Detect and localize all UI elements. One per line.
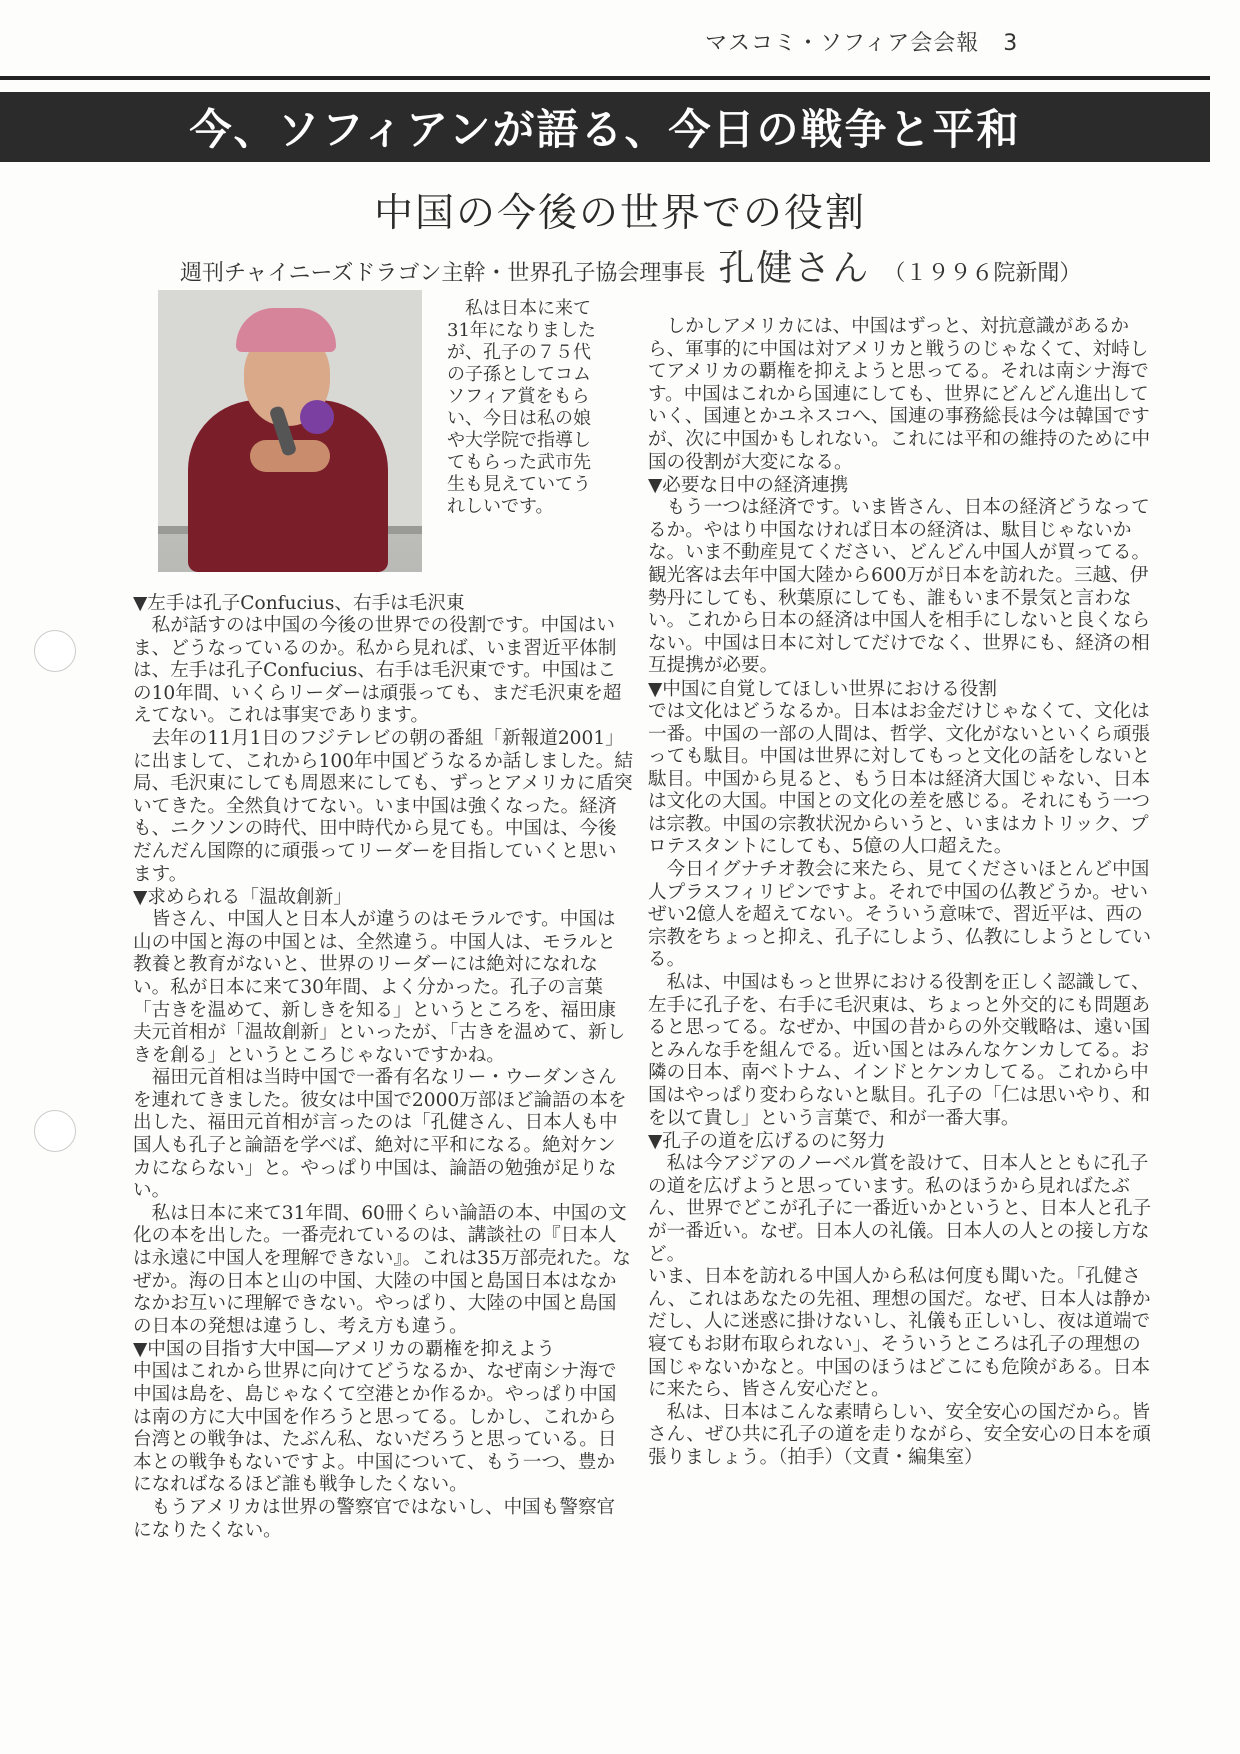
byline-role: 週刊チャイニーズドラゴン主幹・世界孔子協会理事長 bbox=[180, 261, 706, 286]
subheading: ▼孔子の道を広げるのに努力 bbox=[648, 1131, 886, 1153]
subheading: ▼中国の目指す大中国―アメリカの覇権を抑えよう bbox=[133, 1339, 556, 1361]
page-number: 3 bbox=[1003, 31, 1019, 56]
binder-hole bbox=[34, 1110, 76, 1152]
paragraph: 私は、中国はもっと世界における役割を正しく認識して、左手に孔子を、右手に毛沢東は、ちょっと外交的にも問題あると思ってる。なぜか、中国の昔からの外交戦略は、遠い国とみんな手を組んでる。近い国とはみんなケンカしてる。お隣の日本、南ベトナム、インドとケンカしてる。これから中国はやっぱり変わらないと駄目。孔子の「仁は思いやり、和を以て貴し」という言葉で、和が一番大事。 bbox=[648, 972, 1151, 1129]
paragraph: 私は日本に来て31年間、60冊くらい論語の本、中国の文化の本を出した。一番売れているのは、講談社の『日本人は永遠に中国人を理解できない』。これは35万部売れた。なぜか。海の日本と山の中国、大陸の中国と島国日本はなかなかお互いに理解できない。やっぱり、大陸の中国と島国の日本の発想は違うし、考え方も違う。 bbox=[133, 1202, 631, 1337]
speaker-photo bbox=[158, 290, 422, 572]
paragraph: では文化はどうなるか。日本はお金だけじゃなくて、文化は一番。中国の一部の人間は、哲学、文化がないといくら頑張っても駄目。中国は世界に対してもっと文化の話をしないと駄目。中国から見ると、もう日本は経済大国じゃない、日本は文化の大国。中国との文化の差を感じる。それにもう一つは宗教。中国の宗教状況からいうと、いまはカトリック、プロテスタントにしても、5億の人口超えた。 bbox=[648, 700, 1151, 858]
section-banner bbox=[0, 92, 1210, 162]
paragraph: 福田元首相は当時中国で一番有名なリー・ウーダンさんを連れてきました。彼女は中国で2000万部ほど論語の本を出した、福田元首相が言ったのは「孔健さん、日本人も中国人も孔子と論語を学べば、絶対に平和になる。絶対ケンカにならない」と。やっぱり中国は、論語の勉強が足りない。 bbox=[133, 1067, 627, 1202]
subheading: ▼中国に自覚してほしい世界における役割 bbox=[648, 678, 997, 700]
paragraph: 私は今アジアのノーベル賞を設けて、日本人とともに孔子の道を広げようと思っています。私のほうから見ればたぶん、世界でどこが孔子に一番近いかというと、日本人と孔子が一番近い。なぜ。日本人の礼儀。日本人の人との接し方など。 bbox=[648, 1153, 1152, 1265]
publication-name: マスコミ・ソフィア会会報 bbox=[705, 31, 980, 56]
subheading: ▼求められる「温故創新」 bbox=[133, 887, 352, 909]
paragraph: しかしアメリカには、中国はずっと、対抗意識があるから、軍事的に中国は対アメリカと戦うのじゃなくて、対峙してアメリカの覇権を抑えようと思ってる。それは南シナ海です。中国はこれから国連にしても、世界にどんどん進出していく、国連とかユネスコへ、国連の事務総長は今は韓国ですが、次に中国かもしれない。これには平和の維持のために中国の役割が大変になる。 bbox=[648, 316, 1151, 473]
page-header bbox=[705, 26, 1035, 57]
paragraph: 今日イグナチオ教会に来たら、見てくださいほとんど中国人プラスフィリピンですよ。それで中国の仏教どうか。せいぜい2億人を超えてない。そういう意味で、習近平は、西の宗教をちょっと抑え、孔子にしよう、仏教にしようとしている。 bbox=[648, 859, 1152, 971]
binder-hole bbox=[34, 630, 76, 672]
byline-affiliation: （１９９６院新聞） bbox=[883, 261, 1082, 286]
paragraph: もうアメリカは世界の警察官ではないし、中国も警察官になりたくない。 bbox=[133, 1496, 616, 1541]
article-headline: 中国の今後の世界での役割 bbox=[373, 191, 866, 236]
banner-title: 今、ソフィアンが語る、今日の戦争と平和 bbox=[189, 105, 1021, 154]
right-column bbox=[648, 316, 1153, 1470]
paragraph: 私は、日本はこんな素晴らしい、安全安心の国だから。皆さん、ぜひ共に孔子の道を走りながら、安全安心の日本を頑張りましょう。（拍手）（文責・編集室） bbox=[648, 1401, 1152, 1468]
subheading: ▼必要な日中の経済連携 bbox=[648, 475, 849, 497]
paragraph: 私が話すのは中国の今後の世界での役割です。中国はいま、どうなっているのか。私から見れば、いま習近平体制は、左手は孔子Confucius、右手は毛沢東です。中国はこの10年間、いくらリーダーは頑張っても、まだ毛沢東を超えてない。これは事実であります。 bbox=[133, 615, 622, 727]
paragraph: 中国はこれから世界に向けてどうなるか、なぜ南シナ海で中国は島を、島じゃなくて空港とか作るか。やっぱり中国は南の方に大中国を作ろうと思ってる。しかし、これから台湾との戦争は、たぶん私、ないだろうと思っている。日本との戦争もないですよ。中国について、もう一つ、豊かになればなるほど誰も戦争したくない。 bbox=[133, 1361, 617, 1496]
header-rule bbox=[0, 76, 1210, 80]
byline bbox=[180, 240, 1180, 291]
photo-caption-text: 私は日本に来て31年になりましたが、孔子の７５代の子孫としてコムソフィア賞をもらい、今日は私の娘や大学院で指導してもらった武市先生も見えていてうれしいです。 bbox=[447, 298, 596, 517]
paragraph: 皆さん、中国人と日本人が違うのはモラルです。中国は山の中国と海の中国とは、全然違う。中国人は、モラルと教養と教育がないと、世界のリーダーには絶対になれない。私が日本に来て30年間、よく分かった。孔子の言葉「古きを温めて、新しきを知る」というところを、福田康夫元首相が「温故創新」といったが、「古きを温めて、新しきを創る」というところじゃないですかね。 bbox=[133, 909, 626, 1066]
photo-caption bbox=[447, 298, 597, 518]
paragraph: いま、日本を訪れる中国人から私は何度も聞いた。「孔健さん、これはあなたの先祖、理想の国だ。なぜ、日本人は静かだし、人に迷惑に掛けないし、礼儀も正しいし、夜は道端で寝てもお財布取られない」、そういうところは孔子の理想の国じゃないかなと。中国のほうはどこにも危険がある。日本に来たら、皆さん安心だと。 bbox=[648, 1266, 1151, 1401]
paragraph: 去年の11月1日のフジテレビの朝の番組「新報道2001」に出まして、これから100年中国どうなるか話しました。結局、毛沢東にしても周恩来にしても、ずっとアメリカに盾突いてきた。全然負けてない。いま中国は強くなった。経済も、ニクソンの時代、田中時代から見ても。中国は、今後だんだん国際的に頑張ってリーダーを目指していくと思います。 bbox=[133, 727, 633, 885]
photo-corsage bbox=[300, 400, 334, 434]
left-column bbox=[133, 592, 633, 1542]
byline-name: 孔健さん bbox=[718, 248, 871, 289]
subheading: ▼左手は孔子Confucius、右手は毛沢東 bbox=[133, 593, 465, 614]
paragraph: もう一つは経済です。いま皆さん、日本の経済どうなってるか。やはり中国なければ日本の経済は、駄目じゃないかな。いま不動産見てください、どんどん中国人が買ってる。観光客は去年中国大陸から600万が日本を訪れた。三越、伊勢丹にしても、秋葉原にしても、誰もいま不景気と言わない。これから日本の経済は中国人を相手にしないと良くならない。中国は日本に対してだけでなく、世界にも、経済の相互提携が必要。 bbox=[648, 497, 1151, 677]
